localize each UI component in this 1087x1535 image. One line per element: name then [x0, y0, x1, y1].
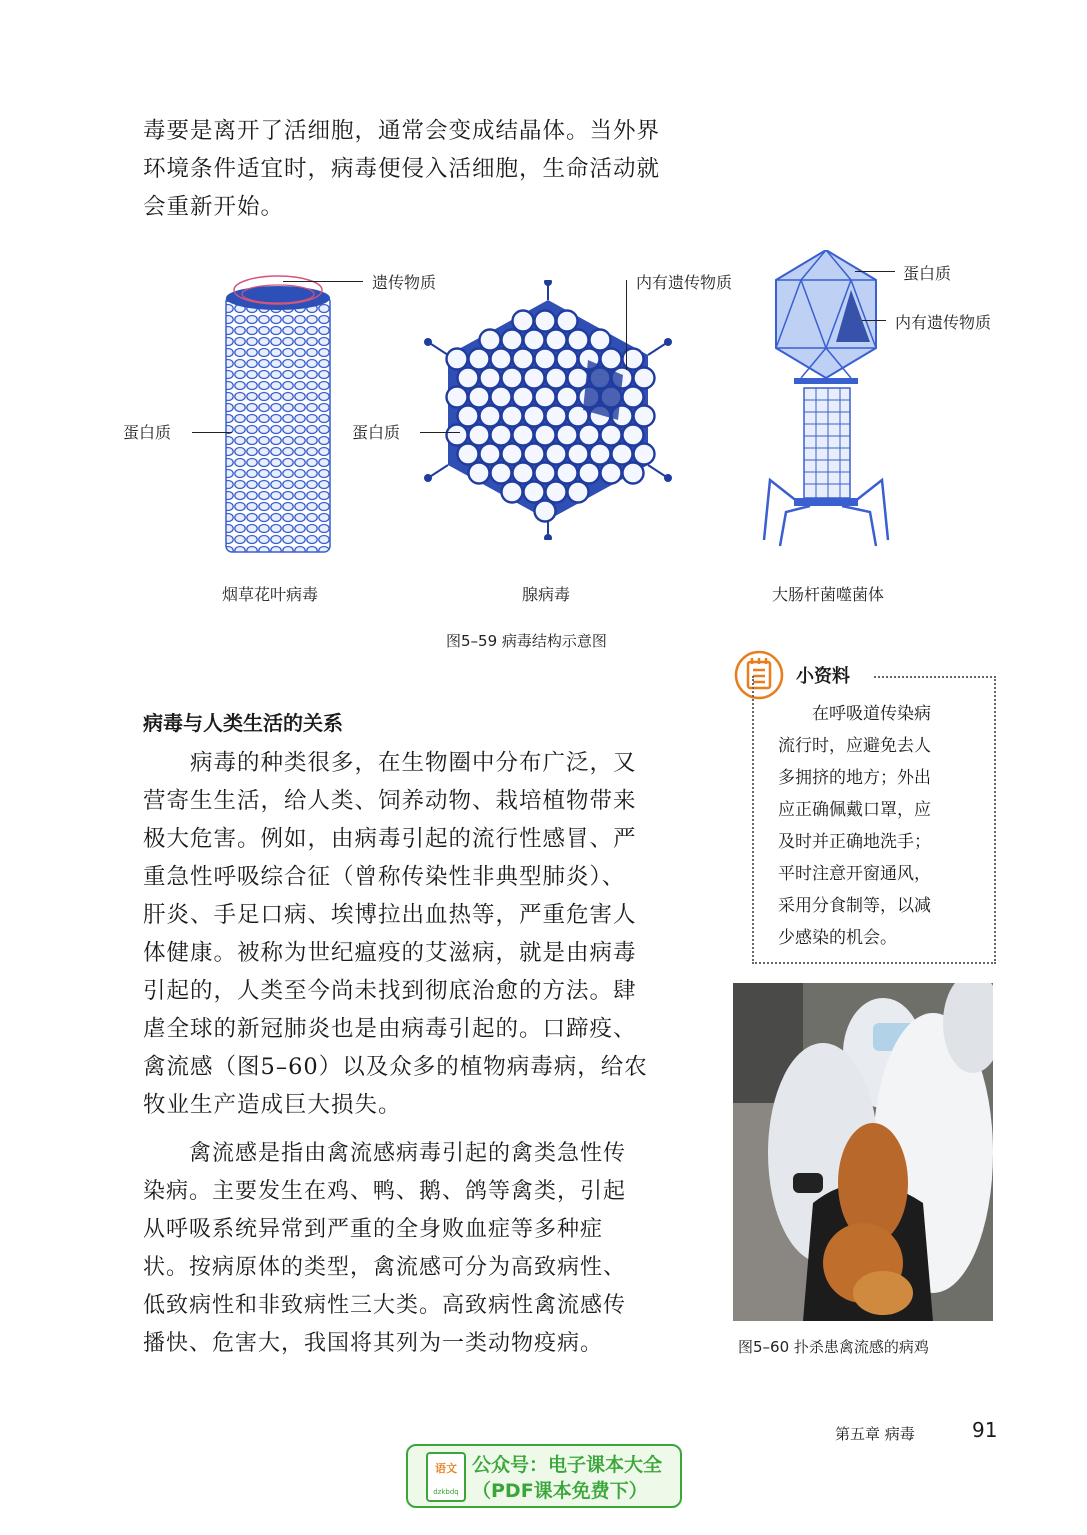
capsomere-sphere — [458, 444, 479, 465]
figure-5-59-caption: 图5–59 病毒结构示意图 — [446, 632, 607, 650]
para1-line: 病毒的种类很多，在生物圈中分布广泛，又 — [143, 750, 637, 776]
intro-line: 会重新开始。 — [143, 194, 285, 220]
phage-genetic-label: 内有遗传物质 — [895, 313, 992, 332]
adeno-name: 腺病毒 — [522, 585, 571, 604]
capsomere-sphere — [546, 444, 567, 465]
note-line: 少感染的机会。 — [778, 928, 897, 948]
capsomere-sphere — [601, 425, 622, 446]
para1-line: 禽流感（图5–60）以及众多的植物病毒病，给农 — [143, 1054, 648, 1080]
capsomere-sphere — [469, 463, 490, 484]
capsomere-sphere — [557, 311, 578, 332]
para2-line: 禽流感是指由禽流感病毒引起的禽类急性传 — [143, 1141, 627, 1166]
capsomere-sphere — [546, 368, 567, 389]
tmv-name: 烟草花叶病毒 — [222, 585, 319, 604]
intro-line: 环境条件适宜时，病毒便侵入活细胞，生命活动就 — [143, 156, 661, 182]
badge-logo-top: 语文 — [435, 1462, 457, 1475]
capsomere-sphere — [557, 349, 578, 370]
capsomere-sphere — [491, 387, 512, 408]
capsomere-sphere — [612, 444, 633, 465]
para2-line: 低致病性和非致病性三大类。高致病性禽流感传 — [143, 1293, 627, 1318]
capsomere-sphere — [557, 425, 578, 446]
note-line: 多拥挤的地方；外出 — [778, 768, 931, 788]
note-line: 流行时，应避免去人 — [778, 736, 931, 756]
tmv-genetic-leader — [283, 281, 363, 282]
badge-logo — [426, 1452, 466, 1502]
capsomere-sphere — [546, 482, 567, 503]
capsomere-sphere — [491, 463, 512, 484]
watermark-badge — [406, 1444, 682, 1508]
adeno-genetic-leader — [626, 280, 627, 370]
para1-line: 肝炎、手足口病、埃博拉出血热等，严重危害人 — [143, 902, 637, 928]
capsomere-sphere — [579, 425, 600, 446]
capsomere-sphere — [546, 406, 567, 427]
capsomere-sphere — [634, 368, 655, 389]
capsomere-sphere — [535, 387, 556, 408]
phage-illustration — [750, 250, 930, 550]
para1-line: 体健康。被称为世纪瘟疫的艾滋病，就是由病毒 — [143, 940, 637, 966]
note-body — [778, 698, 988, 954]
phage-protein-label: 蛋白质 — [903, 264, 952, 283]
culling-photo — [733, 983, 993, 1321]
note-line: 及时并正确地洗手； — [778, 832, 931, 852]
capsomere-sphere — [601, 349, 622, 370]
capsomere-sphere — [535, 311, 556, 332]
chapter-label: 第五章 病毒 — [835, 1425, 915, 1443]
phage-protein-leader — [855, 271, 895, 272]
capsomere-sphere — [447, 387, 468, 408]
phage-genetic-leader — [862, 320, 886, 321]
note-line: 应正确佩戴口罩，应 — [778, 800, 931, 820]
capsomere-sphere — [469, 425, 490, 446]
capsomere-sphere — [491, 425, 512, 446]
capsomere-sphere — [590, 330, 611, 351]
badge-line-1: 公众号：电子课本大全 — [472, 1454, 663, 1476]
note-line: 平时注意开窗通风， — [778, 864, 931, 884]
capsomere-sphere — [458, 368, 479, 389]
badge-logo-bottom: dzkbdq — [433, 1488, 459, 1496]
capsomere-sphere — [524, 330, 545, 351]
capsomere-sphere — [502, 368, 523, 389]
adeno-genetic-label: 内有遗传物质 — [636, 273, 733, 292]
capsomere-sphere — [623, 425, 644, 446]
capsomere-sphere — [513, 311, 534, 332]
capsomere-sphere — [469, 387, 490, 408]
para2-line: 从呼吸系统异常到严重的全身败血症等多种症 — [143, 1217, 604, 1242]
tmv-protein-leader — [192, 432, 232, 433]
para1-line: 极大危害。例如，由病毒引起的流行性感冒、严 — [143, 826, 637, 852]
para1-line: 重急性呼吸综合征（曾称传染性非典型肺炎）、 — [143, 864, 626, 890]
capsomere-sphere — [513, 425, 534, 446]
capsomere-sphere — [634, 406, 655, 427]
capsomere-sphere — [568, 330, 589, 351]
capsomere-sphere — [469, 349, 490, 370]
capsomere-sphere — [568, 482, 589, 503]
capsomere-sphere — [524, 368, 545, 389]
capsomere-sphere — [535, 463, 556, 484]
adeno-protein-label: 蛋白质 — [352, 423, 401, 442]
capsomere-sphere — [447, 349, 468, 370]
capsomere-sphere — [535, 501, 556, 522]
tmv-genetic-label: 遗传物质 — [372, 273, 437, 292]
phage-name: 大肠杆菌噬菌体 — [772, 585, 885, 604]
note-line: 采用分食制等，以减 — [778, 896, 931, 916]
capsomere-sphere — [546, 330, 567, 351]
capsomere-sphere — [524, 482, 545, 503]
para1-line: 营寄生生活，给人类、饲养动物、栽培植物带来 — [143, 788, 637, 814]
capsomere-sphere — [590, 444, 611, 465]
adeno-protein-leader — [420, 432, 460, 433]
capsomere-sphere — [568, 444, 589, 465]
capsomere-sphere — [480, 368, 501, 389]
paragraph-2 — [143, 1135, 683, 1363]
capsomere-sphere — [502, 406, 523, 427]
figure-5-60-caption: 图5–60 扑杀患禽流感的病鸡 — [738, 1338, 929, 1356]
paragraph-1 — [143, 744, 683, 1124]
intro-paragraph — [143, 112, 703, 226]
capsomere-sphere — [502, 482, 523, 503]
capsomere-sphere — [491, 349, 512, 370]
capsomere-sphere — [513, 387, 534, 408]
adenovirus-illustration — [418, 280, 678, 540]
capsomere-sphere — [579, 463, 600, 484]
para1-line: 牧业生产造成巨大损失。 — [143, 1092, 402, 1118]
capsomere-sphere — [458, 406, 479, 427]
capsomere-sphere — [480, 406, 501, 427]
capsomere-sphere — [502, 330, 523, 351]
page-number: 91 — [972, 1418, 998, 1442]
para2-line: 染病。主要发生在鸡、鸭、鹅、鸽等禽类，引起 — [143, 1179, 627, 1204]
figure-5-59 — [0, 240, 1087, 660]
tmv-illustration — [210, 270, 340, 560]
capsomere-sphere — [480, 444, 501, 465]
capsomere-sphere — [524, 406, 545, 427]
tmv-protein-label: 蛋白质 — [123, 423, 172, 442]
capsomere-sphere — [502, 444, 523, 465]
capsomere-sphere — [601, 463, 622, 484]
capsomere-sphere — [623, 387, 644, 408]
capsomere-sphere — [634, 444, 655, 465]
capsomere-sphere — [557, 463, 578, 484]
capsomere-sphere — [480, 330, 501, 351]
para2-line: 状。按病原体的类型，禽流感可分为高致病性、 — [143, 1255, 627, 1280]
capsomere-sphere — [513, 349, 534, 370]
para1-line: 虐全球的新冠肺炎也是由病毒引起的。口蹄疫、 — [143, 1016, 637, 1042]
capsomere-sphere — [513, 463, 534, 484]
para1-line: 引起的，人类至今尚未找到彻底治愈的方法。肆 — [143, 978, 637, 1004]
section-heading: 病毒与人类生活的关系 — [143, 711, 343, 735]
capsomere-sphere — [535, 349, 556, 370]
capsomere-sphere — [623, 463, 644, 484]
note-line: 在呼吸道传染病 — [778, 704, 931, 724]
badge-line-2: （PDF课本免费下） — [472, 1480, 648, 1502]
capsomere-sphere — [557, 387, 578, 408]
capsomere-sphere — [568, 368, 589, 389]
intro-line: 毒要是离开了活细胞，通常会变成结晶体。当外界 — [143, 118, 661, 144]
para2-line: 播快、危害大，我国将其列为一类动物疫病。 — [143, 1331, 604, 1356]
capsomere-sphere — [535, 425, 556, 446]
note-title: 小资料 — [796, 666, 850, 687]
capsomere-sphere — [447, 425, 468, 446]
capsomere-sphere — [524, 444, 545, 465]
note-sidebar — [734, 648, 996, 966]
